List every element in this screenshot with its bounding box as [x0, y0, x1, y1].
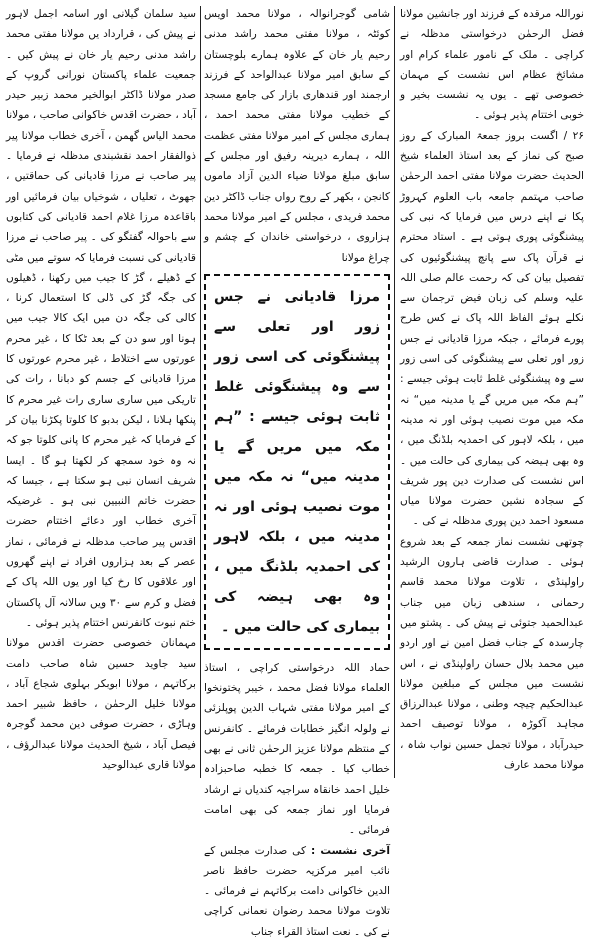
column-middle: [204, 4, 390, 938]
boxed-quote: مرزا قادیانی نے جس زور اور تعلی سے پیشنگوئی کی اسی زور سے وہ پیشنگوئی غلط ثابت ہوئی جیسے : ”ہم مکہ میں مریں گے یا مدینہ میں“ نہ مکہ میں موت نصیب ہوئی اور نہ مدینہ میں ، بلکہ لاہور کی احمدیہ بلڈنگ میں ، وہ بھی ہیضہ کی بیماری کی حالت میں ۔: [204, 274, 390, 650]
paragraph: مہمانان خصوصی حضرت اقدس مولانا سید جاوید حسین شاہ صاحب دامت برکاتہم ، مولانا ابوبکر بہلوی شجاع آباد ، مولانا خلیل الرحمٰن ، حافظ شبیر احمد وہاڑی ، حضرت صوفی دین محمد گوجرہ فیصل آباد ، شیخ الحدیث مولانا عبدالرؤف ، مولانا قاری عبدالوحید: [6, 637, 196, 771]
paragraph: شامی گوجرانوالہ ، مولانا محمد اویس کوئٹہ ، مولانا مفتی محمد راشد مدنی رحیم یار خان کے علاوہ ہمارے بلوچستان کے سابق امیر مولانا عبدالواحد کے فرزند ارجمند اور قندھاری بازار کی جامع مسجد کے خطیب مولانا مفتی محمد احمد ، ہماری مجلس کے امیر مولانا مفتی عظمت اللہ ، ہمارے دیرینہ رفیق اور مجلس کے سابق مبلغ مولانا ضیاء الدین آزاد ماموں کانجن ، بکھر کے روح رواں جناب ڈاکٹر دین محمد فریدی ، مجلس کے امیر مولانا محمد ہزاروی ، درخواستی خاندان کے چشم و چراغ مولانا: [204, 8, 390, 264]
column-divider: [200, 6, 201, 778]
paragraph: [204, 841, 390, 942]
column-right: [400, 4, 584, 781]
paragraph: چوتھی نشست نماز جمعہ کے بعد شروع ہوئی ۔ صدارت قاضی ہارون الرشید راولپنڈی ، تلاوت مولانا محمد قاسم رحمانی ، سندھی زبان میں جناب عبدالحمید جتوئی نے پیش کی ۔ پشتو میں چارسدہ کے جناب فضل امین نے اور اردو میں محمد بلال حسان راولپنڈی نے ، اس نشست میں مجلس کے مبلغین مولانا عبدالحکیم چیچہ وطنی ، مولانا عبدالرزاق مجاہد آکوڑہ ، مولانا توصیف احمد حیدرآباد ، مولانا تجمل حسین نواب شاہ ، مولانا محمد عارف: [400, 535, 584, 771]
paragraph: ۲۶ / اگست بروز جمعۃ المبارک کے روز صبح کی نماز کے بعد استاذ العلماء شیخ الحدیث حضرت مولانا مفتی احمد الرحمٰن صاحب مہتمم جامعہ باب العلوم کہروڑ پکا نے اپنے درس میں فرمایا کہ نبی کی پیشنگوئی پوری ہوتی ہے ۔ استاد محترم نے قرآن پاک سے پانچ پیشنگوئیوں کی تفصیل بیان کی کہ رحمت عالم صلی اللہ علیہ وسلم کی زبان فیض ترجمان سے نکلے ہوئے الفاظ اللہ پاک نے کس طرح پورے فرمائے ، جبکہ مرزا قادیانی نے جس زور اور تعلی سے پیشنگوئی کی اسی زور سے وہ پیشنگوئی غلط ثابت ہوئی جیسے : ”ہم مکہ میں مریں گے یا مدینہ میں“ نہ مکہ میں موت نصیب ہوئی اور نہ مدینہ میں ، بلکہ لاہور کی احمدیہ بلڈنگ میں ، وہ بھی ہیضہ کی بیماری کی حالت میں ۔ اس نشست کی صدارت دین پور شریف کے سجادہ نشین حضرت مولانا میاں مسعود احمد دین پوری مدظلہ نے کی ۔: [400, 129, 584, 528]
paragraph-text: کی صدارت مجلس کے نائب امیر مرکزیہ حضرت حافظ ناصر الدین خاکوانی دامت برکاتہم نے فرمائی ۔ تلاوت مولانا محمد رضوان نعمانی کراچی نے کی ۔ نعت استاذ القراء جناب: [204, 844, 390, 938]
paragraph: حماد اللہ درخواستی کراچی ، استاذ العلماء مولانا فضل محمد ، خیبر پختونخوا کے امیر مولانا مفتی شہاب الدین پوپلزئی نے ولولہ انگیز خطابات فرمائے ۔ کانفرنس کے منتظم مولانا عزیز الرحمٰن ثانی نے بھی خطاب کیا ۔ جمعہ کا خطبہ صاحبزادہ خلیل احمد خانقاہ سراجیہ کندیاں نے ارشاد فرمایا اور نماز جمعہ کی بھی امامت فرمائی ۔: [204, 661, 390, 837]
paragraph: سید سلمان گیلانی اور اسامہ اجمل لاہور نے پیش کی ، قرارداد یں مولانا مفتی محمد راشد مدنی رحیم یار خان نے پیش کیں ۔ جمعیت علماء پاکستان نورانی گروپ کے صدر مولانا ڈاکٹر ابوالخیر محمد زبیر حیدر آباد ، حضرت اقدس خاکوانی صاحب ، مولانا محمد الیاس گھمن ، آخری خطاب مولانا پیر ذوالفقار احمد نقشبندی مدظلہ نے فرمایا ۔ پیر صاحب نے مرزا قادیانی کی حماقتیں ، جھوٹ ، تعلیاں ، شوخیاں بیان فرمائیں اور باقاعدہ مرزا غلام احمد قادیانی کی کتابوں سے باحوالہ گفتگو کی ۔ پیر صاحب نے مرزا قادیانی کی نسبت فرمایا کہ سوتے میں مٹی کے ڈھیلے ، گڑ کا جیب میں رکھنا ، ڈھیلوں کی جگہ گڑ کی ڈلی کا استعمال کرنا ، کالی کی جگہ دن میں ایک کالا جیب میں ہونا اور سو دن کے بعد ٹکا کا ، غیر محرم عورتوں سے اختلاط ، غیر محرم عورتوں کا مرزا قادیانی کے جسم کو دبانا ، رات کی تاریکی میں ساری ساری رات غیر محرم کا پنکھا ہلانا ، لیکن بدبو کا کلوتا پکڑنا بیان کر کے فرمایا کہ غیر محرم کا پانی کلوتا جو کہ نہ وہ خود سمجھ کر لکھتا ہو گا ۔ ایسا شریف انسان نبی ہو سکتا ہے ، جیسا کہ حضرت خاتم النبیین نبی ہو ۔ غرضیکہ آخری خطاب اور دعائے اختتام حضرت اقدس پیر صاحب مدظلہ نے فرمائی ، نماز عصر کے بعد ہزاروں افراد نے اپنے گھروں اور علاقوں کا رخ کیا اور یوں اللہ پاک کے فضل و کرم سے ۳۰ ویں سالانہ آل پاکستان ختم نبوت کانفرنس اختتام پذیر ہوئی ۔: [6, 8, 196, 629]
section-heading: آخری نشست :: [310, 844, 390, 857]
paragraph: نوراللہ مرقدہ کے فرزند اور جانشین مولانا فضل الرحمٰن درخواستی مدظلہ نے کراچی ۔ ملک کے نامور علماء کرام اور مشائخ عظام اس نشست کے مہمان خصوصی تھے ۔ یوں یہ نشست بخیر و خوبی اختتام پذیر ہوئی ۔: [400, 8, 584, 122]
column-left: [6, 4, 196, 781]
column-divider: [394, 6, 395, 778]
